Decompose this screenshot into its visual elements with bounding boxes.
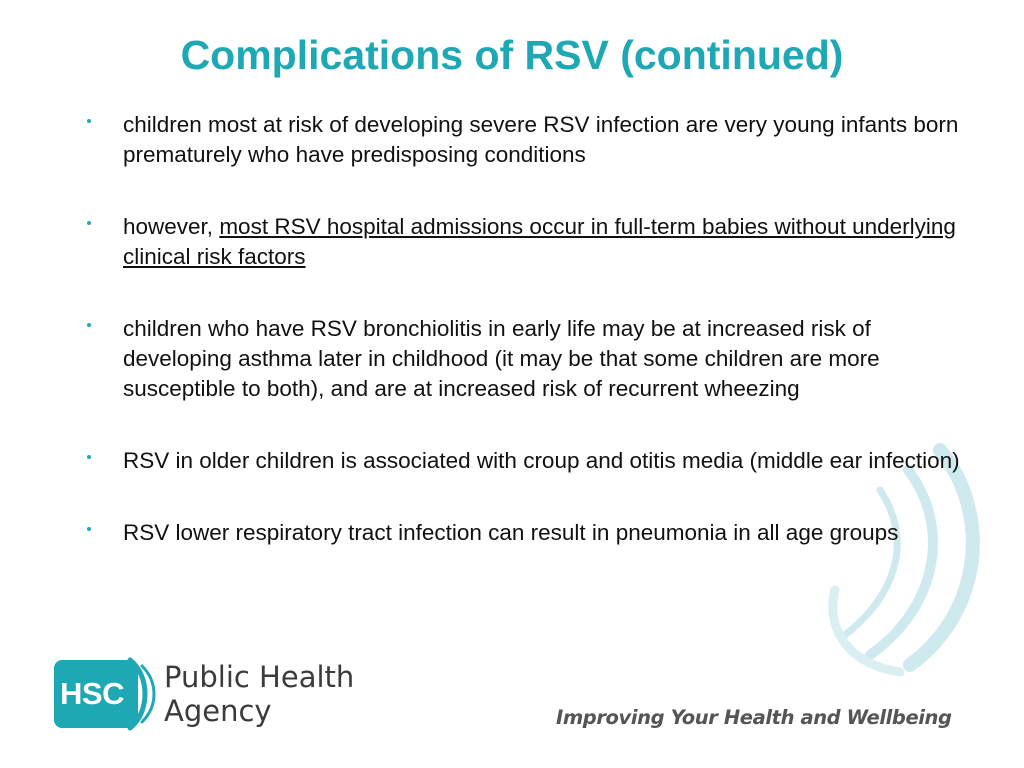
bullet-item <box>84 314 964 404</box>
organisation-name <box>164 660 354 728</box>
bullet-item <box>84 446 964 476</box>
hsc-pha-logo <box>54 656 354 732</box>
hsc-logo-abbrev: HSC <box>60 676 124 711</box>
bullet-text: RSV lower respiratory tract infection can result in pneumonia in all age groups <box>123 520 899 545</box>
bullet-item <box>84 518 964 548</box>
organisation-name-line1: Public Health <box>164 660 355 694</box>
bullet-item <box>84 212 964 272</box>
organisation-name-line2: Agency <box>164 694 272 728</box>
slide-title: Complications of RSV (continued) <box>180 32 844 78</box>
bullet-dot-icon <box>87 119 91 123</box>
logo-arc-icon <box>124 656 164 732</box>
bullet-dot-icon <box>87 323 91 327</box>
bullet-dot-icon <box>87 455 91 459</box>
bullet-text: RSV in older children is associated with croup and otitis media (middle ear infection) <box>123 448 960 473</box>
bullet-text-prefix: however, <box>123 214 220 239</box>
bullet-text: children who have RSV bronchiolitis in early life may be at increased risk of developing asthma later in childhood (it may be that some children are more susceptible to both), and are at increased risk of recurrent wheezing <box>123 316 880 401</box>
bullet-item <box>84 110 964 170</box>
footer-tagline: Improving Your Health and Wellbeing <box>556 706 952 729</box>
bullet-text-underlined: most RSV hospital admissions occur in full-term babies without underlying clinical risk factors <box>123 214 956 269</box>
bullet-dot-icon <box>87 221 91 225</box>
bullet-dot-icon <box>87 527 91 531</box>
bullet-text: children most at risk of developing severe RSV infection are very young infants born prematurely who have predisposing conditions <box>123 112 959 167</box>
bullet-list <box>84 110 964 548</box>
